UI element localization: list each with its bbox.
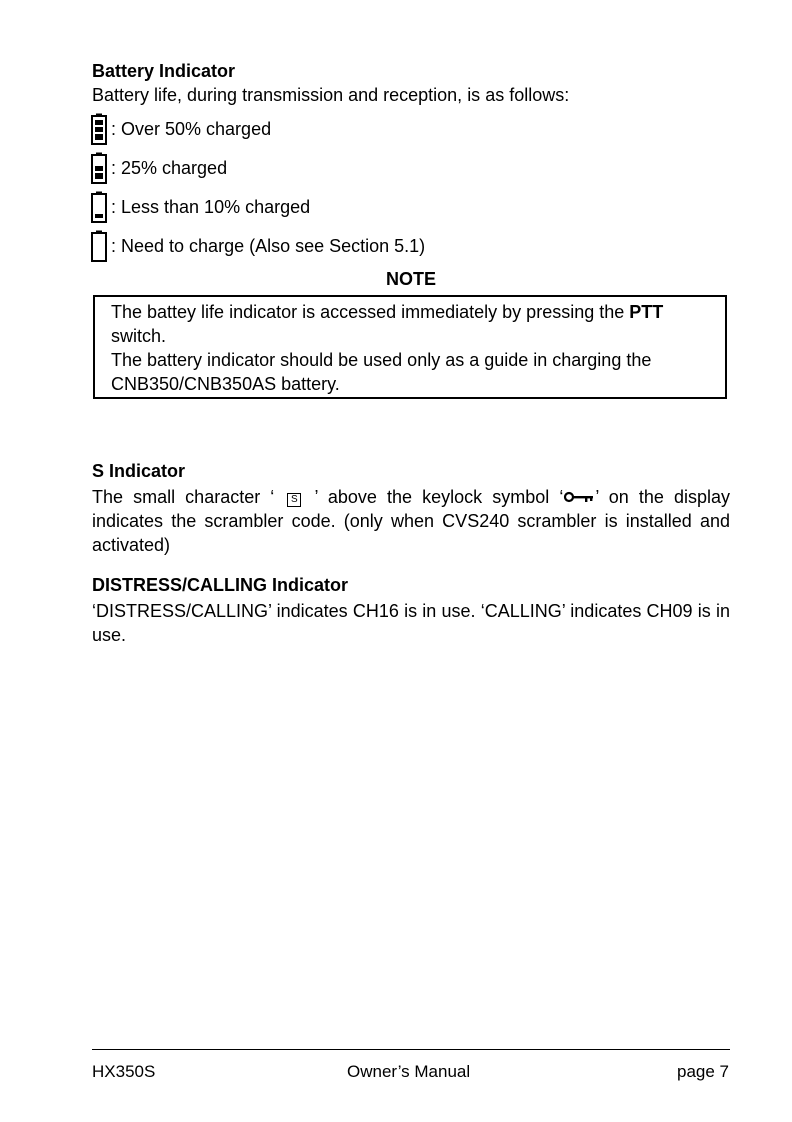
s-indicator-heading: S Indicator [92,461,186,481]
s-indicator-text-c: ’ on the display indicates the scrambler code. (only when CVS240 scrambler is installed and activated) [92,487,730,555]
battery-level-row [91,111,271,147]
s-indicator-text-a: The small character ‘ [92,487,285,507]
keylock-icon [563,490,595,504]
battery-level-label: : Over 50% charged [111,118,272,139]
battery-level-row [91,228,425,264]
footer-page-number: page 7 [677,1062,729,1081]
battery-low-icon [91,191,107,223]
s-character-icon: S [287,493,301,507]
battery-indicator-heading: Battery Indicator [92,61,236,81]
battery-half-icon [91,152,107,184]
battery-level-label: : Need to charge (Also see Section 5.1) [111,235,426,256]
note-line-2: The battery indicator should be used only as a guide in charging the CNB350/CNB350AS battery. [111,350,652,394]
ptt-label: PTT [629,302,664,322]
s-indicator-text-b: ’ above the keylock symbol ‘ [304,487,564,507]
distress-heading: DISTRESS/CALLING Indicator [92,575,349,595]
note-title: NOTE [385,269,436,289]
battery-level-row [91,189,310,225]
battery-empty-icon [91,230,107,262]
note-line-1b: switch. [111,326,167,346]
note-box [93,295,727,399]
distress-text: ‘DISTRESS/CALLING’ indicates CH16 is in use. ‘CALLING’ indicates CH09 is in use. [92,601,730,645]
footer-divider [92,1049,730,1050]
battery-level-row [91,150,227,186]
note-text: The battey life indicator is accessed immediately by pressing the [111,302,630,322]
footer-title: Owner’s Manual [347,1062,471,1081]
s-indicator-text [92,485,730,557]
battery-intro: Battery life, during transmission and reception, is as follows: [92,85,570,105]
footer-model: HX350S [92,1062,156,1081]
note-line-1 [111,300,709,324]
note-title-wrap [92,269,730,290]
battery-level-label: : 25% charged [111,157,228,178]
battery-full-icon [91,113,107,145]
battery-level-label: : Less than 10% charged [111,196,311,217]
